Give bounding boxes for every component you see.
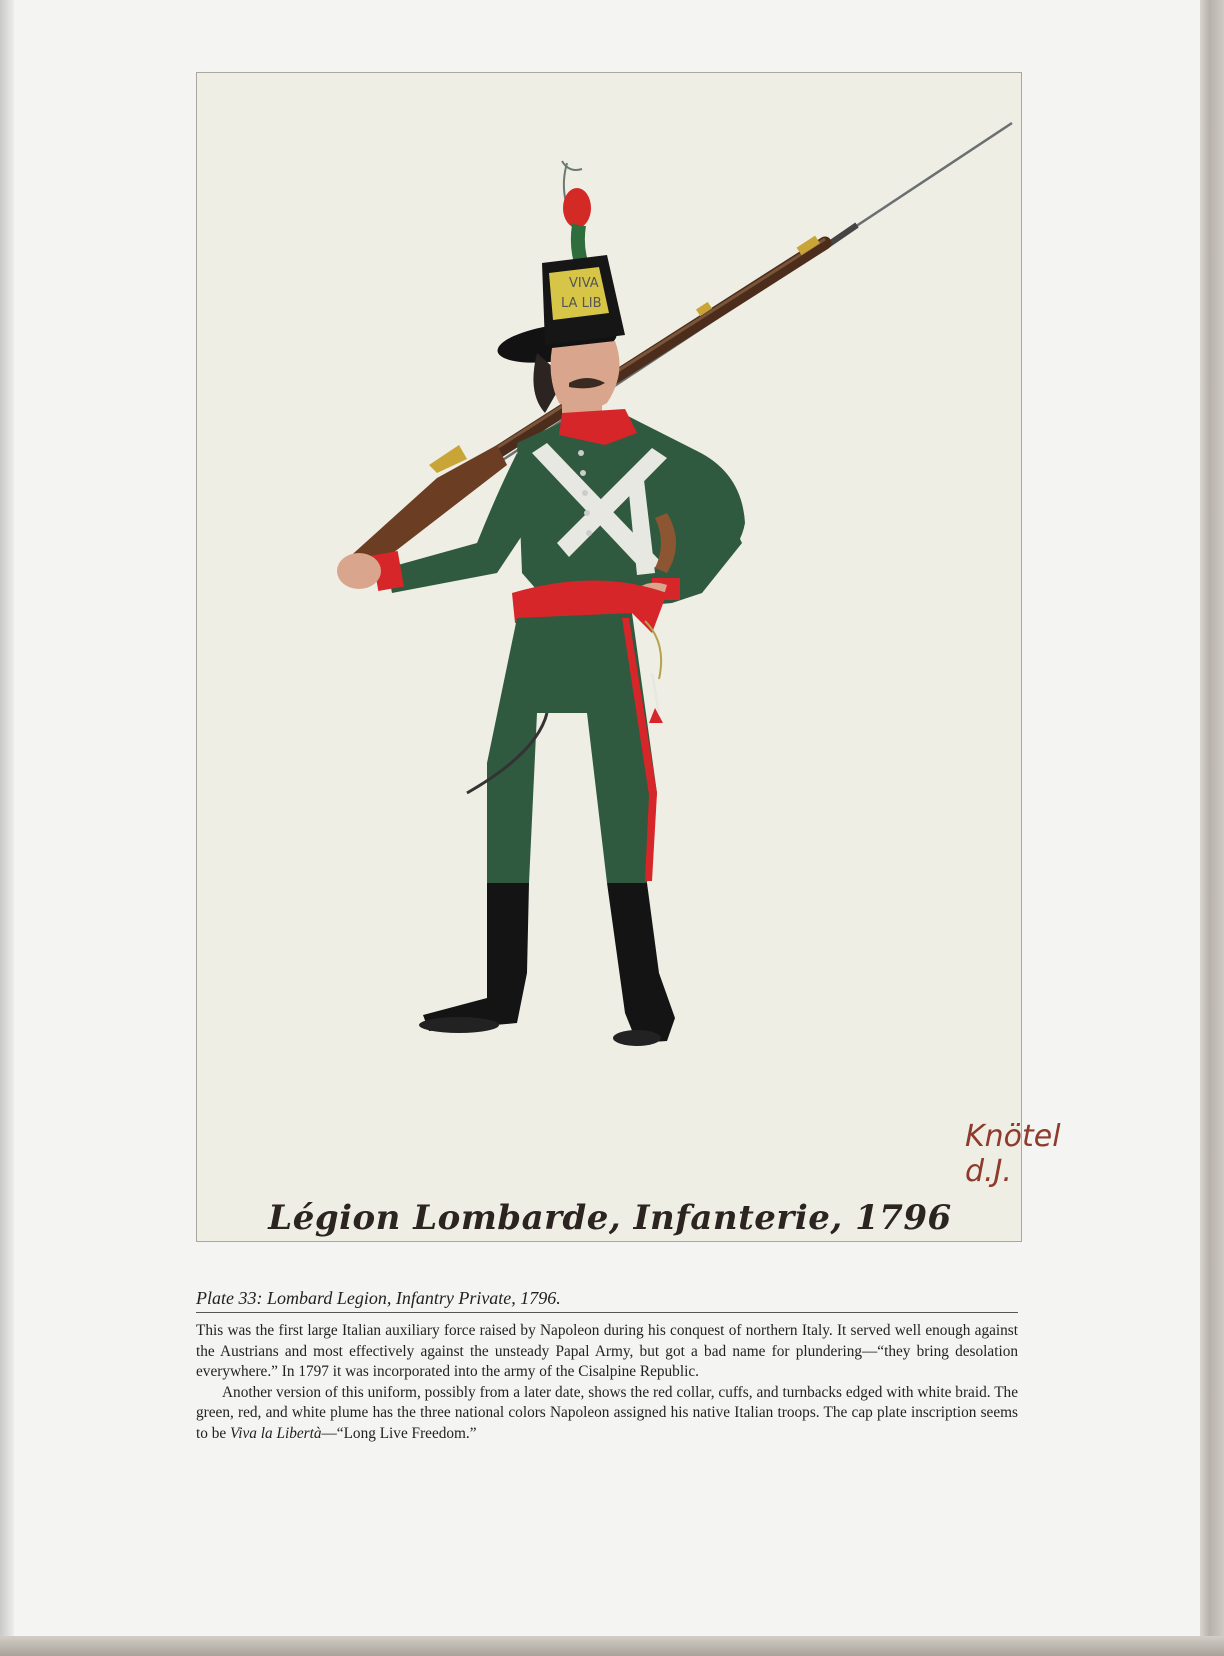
book-page-edge bbox=[1200, 0, 1224, 1656]
plume-icon bbox=[562, 161, 591, 273]
artist-signature: Knötel d.J. bbox=[965, 1119, 1061, 1189]
illustration-plate bbox=[196, 72, 1061, 1242]
caption-paragraph-2 bbox=[196, 1383, 1018, 1445]
left-arm bbox=[337, 453, 537, 593]
plate-caption: Légion Lombarde, Infanterie, 1796 bbox=[268, 1198, 952, 1238]
cap-plate-text-2: LA LIB bbox=[561, 296, 602, 311]
cap-plate-text-1: VIVA bbox=[569, 276, 599, 291]
caption-body bbox=[196, 1321, 1018, 1444]
caption-paragraph-2-italic: Viva la Libertà bbox=[230, 1424, 322, 1442]
caption-paragraph-2-end: —“Long Live Freedom.” bbox=[321, 1424, 477, 1442]
black-boots bbox=[419, 883, 675, 1046]
caption-paragraph-2-text: Another version of this uniform, possibly from a later date, shows the red collar, cuffs, and turnbacks edged with white braid. The green, red, and white plume has the three national colors Napoleon assigned his native Italian troops. The cap plate inscription seems to be bbox=[196, 1383, 1018, 1442]
caption-paragraph-1: This was the first large Italian auxiliary force raised by Napoleon during his conquest of northern Italy. It served well enough against the Austrians and most effectively against the unsteady Papal Army, but got a bad name for plundering—“they bring desolation everywhere.” In 1797 it was incorporated into the army of the Cisalpine Republic. bbox=[196, 1322, 1018, 1380]
soldier-illustration bbox=[197, 73, 1023, 1243]
book-gutter-shadow bbox=[0, 0, 14, 1656]
green-trousers bbox=[467, 613, 657, 883]
plate-title: Plate 33: Lombard Legion, Infantry Private, 1796. bbox=[196, 1288, 1018, 1313]
book-bottom-edge bbox=[0, 1636, 1224, 1656]
